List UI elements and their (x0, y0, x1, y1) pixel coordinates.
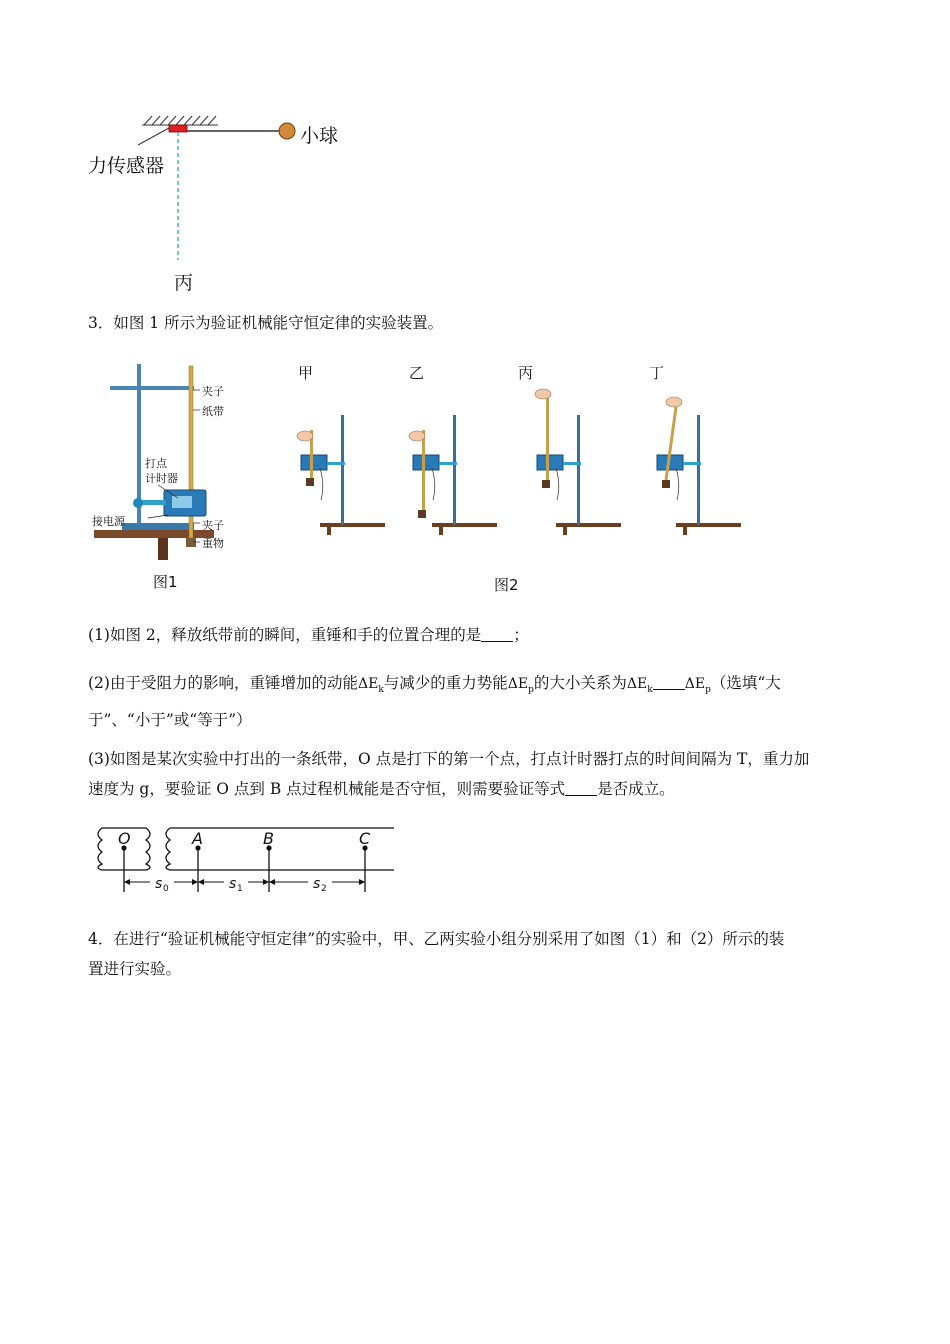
symbol-k-sub: k (378, 684, 384, 695)
table-top (94, 530, 214, 538)
q4-text (88, 924, 858, 984)
symbol-delta-ek-main: ΔE (357, 676, 379, 692)
ball-label: 小球 (300, 125, 339, 147)
fig2-panel-jia: 甲 (298, 364, 314, 382)
symbol-delta-ep (507, 676, 534, 695)
weight (186, 538, 196, 547)
tape-left-edge (98, 828, 102, 870)
stand-base (122, 523, 194, 530)
symbol-delta-ek-2-main: ΔE (626, 676, 648, 692)
table-leg (158, 538, 168, 560)
q3-part2-line2: 于”、“小于”或“等于”） (88, 710, 252, 729)
tape-break-1 (146, 828, 150, 870)
timer-window (172, 496, 192, 508)
symbol-delta-ep-main: ΔE (507, 676, 529, 692)
fig2-panel-yi: 乙 (409, 364, 425, 382)
symbol-delta-ek (357, 676, 384, 695)
figure-caption-bing: 丙 (174, 272, 194, 294)
fig1-label-weight: 重物 (202, 537, 224, 550)
distance-label-s0: s (155, 876, 163, 892)
fig2-caption: 图2 (494, 576, 519, 594)
ceiling-hatch (142, 116, 218, 125)
answer-blank-2[interactable] (653, 675, 685, 690)
force-sensor (169, 125, 187, 132)
fig1-label-power: 接电源 (92, 515, 125, 528)
q3-part2-text-a: (2)由于受阻力的影响，重锤增加的动能 (88, 674, 358, 692)
setup-jia (297, 415, 385, 535)
point-label-c: C (359, 829, 371, 848)
q3-part1-text: (1)如图 2，释放纸带前的瞬间，重锤和手的位置合理的是 (88, 626, 482, 644)
q3-part2-text-d: （选填“大 (710, 674, 781, 692)
tape-break-2 (166, 828, 170, 870)
q3-part3-line2-a: 速度为 g，要验证 O 点到 B 点过程机械能是否守恒，则需要验证等式 (88, 780, 566, 798)
fig1-label-clip-bottom: 夹子 (202, 519, 224, 532)
symbol-p-sub: p (528, 684, 534, 695)
point-label-b: B (263, 829, 274, 848)
q3-intro: 3．如图 1 所示为验证机械能守恒定律的实验装置。 (88, 314, 444, 332)
distance-sub-0: 0 (163, 884, 169, 894)
clamp-knob (133, 498, 143, 508)
fig2-panel-ding: 丁 (649, 364, 665, 382)
distance-sub-1: 1 (237, 884, 243, 894)
setup-ding (657, 397, 741, 535)
arrow-o-right (124, 879, 130, 885)
symbol-k-sub-2: k (647, 684, 653, 695)
q3-part2-text-c: 的大小关系为 (533, 674, 627, 692)
figure-2-setups (285, 380, 755, 540)
fig1-label-clip-top: 夹子 (202, 385, 224, 398)
sensor-label: 力传感器 (88, 155, 165, 177)
fig1-label-dot: 打点 (145, 457, 167, 470)
q3-part3 (88, 744, 858, 804)
symbol-p-sub-2: p (705, 684, 711, 695)
symbol-delta-ep-2-main: ΔE (684, 676, 706, 692)
answer-blank-3[interactable] (565, 781, 597, 796)
q3-part3-line1: (3)如图是某次实验中打出的一条纸带，O 点是打下的第一个点，打点计时器打点的时间间隔为 T，重力加 (88, 750, 810, 768)
figure-1-apparatus (88, 360, 248, 560)
q3-part1 (88, 620, 858, 650)
setup-bing (535, 389, 621, 535)
stand-arm (110, 386, 194, 390)
point-label-a: A (192, 829, 203, 848)
ball (279, 123, 295, 139)
arrow-b-left (263, 879, 269, 885)
setup-yi (409, 415, 497, 535)
fig2-panel-bing: 丙 (518, 364, 534, 382)
distance-label-s1: s (229, 876, 237, 892)
q4-line1: 4．在进行“验证机械能守恒定律”的实验中，甲、乙两实验小组分别采用了如图（1）和（2）所示的装 (88, 930, 785, 948)
fig1-label-timer: 计时器 (145, 472, 178, 485)
arrow-c-left (359, 879, 365, 885)
distance-sub-2: 2 (321, 884, 327, 894)
arrow-b-right (269, 879, 275, 885)
q3-part2-text-b: 与减少的重力势能 (383, 674, 508, 692)
point-label-o: O (118, 829, 131, 848)
arrow-a-right (198, 879, 204, 885)
arrow-a-left (192, 879, 198, 885)
fig1-label-tape: 纸带 (202, 405, 224, 418)
symbol-delta-ek-2 (626, 676, 653, 695)
figure-paper-tape (88, 818, 408, 898)
q3-part1-end: ； (513, 626, 529, 644)
sensor-pointer-line (138, 128, 169, 145)
symbol-delta-ep-2 (684, 676, 711, 695)
q4-line2: 置进行实验。 (88, 960, 182, 978)
q3-part2 (88, 668, 858, 735)
distance-label-s2: s (313, 876, 321, 892)
answer-blank-1[interactable] (481, 627, 513, 642)
fig1-caption: 图1 (153, 573, 178, 591)
q3-part3-line2-b: 是否成立。 (597, 780, 675, 798)
